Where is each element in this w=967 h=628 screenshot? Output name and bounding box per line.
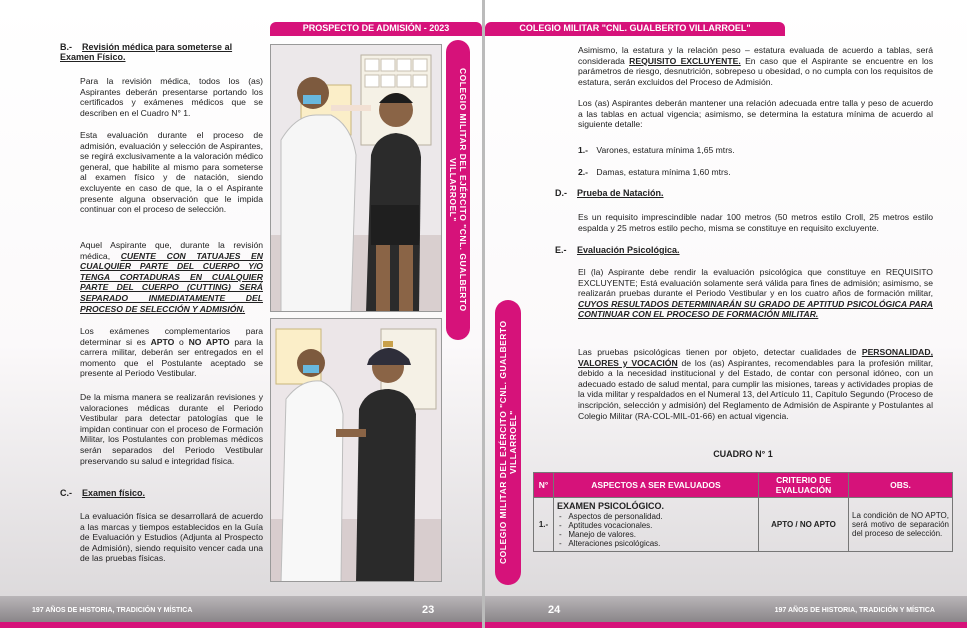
left-header-line — [270, 34, 482, 36]
table-header-obs: OBS. — [849, 473, 953, 498]
paragraph-estatura — [578, 45, 933, 87]
left-page — [0, 0, 482, 628]
right-page-number: 24 — [548, 604, 561, 616]
table-cell-criterion: APTO / NO APTO — [759, 498, 849, 552]
paragraph-psicologica — [578, 267, 933, 320]
aspect-item-text: Manejo de valores. — [568, 530, 636, 539]
estatura-text: Asimismo, la estatura y la relación peso – estatura evaluada de acuerdo a tablas, será considerada — [578, 45, 933, 66]
paragraph-revision-medica: Para la revisión médica, todos los (as) Aspirantes deberán presentarse portando los certificados y exámenes médicos que se describen en el Cuadro N° 1. — [80, 76, 263, 118]
section-e-title: Evaluación Psicológica. — [577, 245, 680, 255]
psicologica-text: El (la) Aspirante debe rendir la evaluación psicológica que constituye en REQUISITO EXCLUYENTE; Está evaluación solamente será válida para fines de admisión; asimismo, se realizarán pruebas durante el Periodo Vestibular y en los cuatro años de formación militar, — [578, 267, 933, 299]
list-item-damas — [578, 167, 878, 178]
aspect-item-text: Alteraciones psicológicas. — [568, 539, 661, 548]
item2-label: 2.- — [578, 167, 589, 177]
photo-medical-exam-2 — [270, 318, 442, 582]
section-b-heading — [60, 42, 265, 62]
aspect-item: - Manejo de valores. — [559, 530, 636, 539]
right-header-line — [485, 34, 785, 36]
paragraph-pruebas-psicologicas — [578, 347, 933, 421]
left-header: PROSPECTO DE ADMISIÓN - 2023 — [270, 22, 482, 34]
section-e-label: E.- — [555, 245, 567, 255]
tatuajes-intro: Aquel Aspirante que, durante la revisión médica, — [80, 240, 263, 261]
list-item-varones — [578, 145, 878, 156]
photo-medical-exam-2-illustration — [271, 319, 442, 582]
table-header-aspects: ASPECTOS A SER EVALUADOS — [554, 473, 759, 498]
cuadro-table — [533, 472, 953, 552]
aspect-item: - Aptitudes vocacionales. — [559, 521, 653, 530]
aspect-item: - Aspectos de personalidad. — [559, 512, 663, 521]
tatuajes-warning: CUENTE CON TATUAJES EN CUALQUIER PARTE DEL CUERPO Y/O TENGA CORTADURAS EN CUALQUIER PARTE DEL CUERPO (CUTTING) SERÁ SEPARADO INMEDIATAMENTE DEL PROCESO DE SELECCIÓN Y ADMISIÓN. — [80, 250, 263, 314]
paragraph-complementarios — [80, 326, 263, 379]
section-b-label: B.- — [60, 42, 72, 52]
section-d-label: D.- — [555, 188, 567, 198]
section-c-label: C.- — [60, 488, 72, 498]
no-apto-label: NO APTO — [188, 336, 230, 347]
left-page-number: 23 — [422, 604, 435, 616]
paragraph-evaluacion: Esta evaluación durante el proceso de admisión, evaluación y selección de Aspirantes, se regirá exclusivamente a la valoración médico general, que habilite al mismo para someterse al examen físico y de natación, siendo excluyente en caso de que, la o el Aspirante presente alguna observación que le impida continuar con el proceso de selección. — [80, 130, 263, 215]
psicologica-warning: CUYOS RESULTADOS DETERMINARÁN SU GRADO DE APTITUD PSICOLÓGICA PARA CONTINUAR CON EL PROCESO DE FORMACIÓN MILITAR. — [578, 298, 933, 320]
aspect-title: EXAMEN PSICOLÓGICO. — [557, 501, 665, 511]
right-header: COLEGIO MILITAR "CNL. GUALBERTO VILLARROEL" — [485, 22, 785, 34]
paragraph-examen-fisico: La evaluación física se desarrollará de acuerdo a las marcas y tiempos establecidos en la Guía de Evaluación y Estudios (Adjunta al Prospecto de Admisión), siendo requisito vencer cada una de las pruebas físicas. — [80, 511, 263, 564]
table-title: CUADRO N° 1 — [713, 449, 773, 459]
complementarios-rest: para la carrera militar, deberán ser entregados en el momento que el Postulante aceptado se presente al Periodo Vestibular. — [80, 336, 263, 379]
paragraph-talla-peso: Los (as) Aspirantes deberán mantener una relación adecuada entre talla y peso de acuerdo a las tablas en actual vigencia; asimismo, se determina la estatura mínima de acuerdo al siguiente detalle: — [578, 98, 933, 130]
paragraph-tatuajes — [80, 240, 263, 314]
table-row — [534, 498, 953, 552]
section-d-title: Prueba de Natación. — [577, 188, 664, 198]
aspect-item: - Alteraciones psicológicas. — [559, 539, 661, 548]
section-b-title: Revisión médica para someterse al Examen Físico. — [60, 42, 233, 62]
table-cell-num: 1.- — [534, 498, 554, 552]
item1-text: Varones, estatura mínima 1,65 mtrs. — [596, 145, 735, 155]
aspect-item-text: Aspectos de personalidad. — [568, 512, 663, 521]
pruebas-text: Las pruebas psicológicas tienen por objeto, detectar cualidades de — [578, 347, 862, 357]
complementarios-text: Los exámenes complementarios para determinar si es — [80, 326, 263, 347]
pruebas-rest: de los (as) Aspirantes, recomendables para la profesión militar, debido a la necesidad institucional y del Estado, de contar con personal idóneo, con un adecuado estado de salud mental, para cumplir las misiones, tareas y actividades propias de la vida militar y respaldados en el Numeral 13, del Artículo 11, Capítulo Segundo (Proceso de inscripción, selección y admisión) del Reglamento de Admisión de Aspirante y Postulantes al Colegio Militar (RA-COL-MIL-01-66) en actual vigencia. — [578, 357, 933, 421]
or-text: o — [174, 336, 189, 347]
section-d-heading — [555, 188, 664, 198]
table-header-criterion: CRITERIO DE EVALUACIÓN — [759, 473, 849, 498]
requisito-excluyente: REQUISITO EXCLUYENTE. — [629, 55, 741, 66]
right-page — [485, 0, 967, 628]
aspect-item-text: Aptitudes vocacionales. — [568, 521, 653, 530]
table-cell-obs: La condición de NO APTO, será motivo de separación del proceso de selección. — [849, 498, 953, 552]
item1-label: 1.- — [578, 145, 589, 155]
right-side-strip: COLEGIO MILITAR DEL EJÉRCITO "CNL. GUALBERTO VILLARROEL" — [495, 300, 521, 585]
paragraph-natacion: Es un requisito imprescindible nadar 100 metros (50 metros estilo Croll, 25 metros estilo espalda y 25 metros estilo pecho, misma se constituye en requisito excluyente. — [578, 212, 933, 233]
section-c-heading — [60, 488, 265, 498]
estatura-rest: En caso que el Aspirante se encuentre en los parámetros de riesgo, desnutrición, sobrepeso u obesidad, o no cumpla con los requisitos de estatura, serán excluidos del Proceso de Admisión. — [578, 55, 933, 87]
section-c-title: Examen físico. — [82, 488, 146, 498]
item2-text: Damas, estatura mínima 1,60 mtrs. — [596, 167, 731, 177]
left-footer-text: 197 AÑOS DE HISTORIA, TRADICIÓN Y MÍSTICA — [32, 607, 193, 614]
table-cell-aspects — [554, 498, 759, 552]
paragraph-periodo-vestibular: De la misma manera se realizarán revisiones y valoraciones médicas durante el Periodo Vestibular para detectar patologías que le impidan continuar con el proceso de Formación Militar, los Postulantes con problemas médicos serán separados del Periodo Vestibular preservando su salud e integridad física. — [80, 392, 263, 466]
photo-medical-exam-1 — [270, 44, 442, 312]
right-footer-bar — [485, 622, 967, 628]
table-header-num: N° — [534, 473, 554, 498]
photo-medical-exam-1-illustration — [271, 45, 442, 312]
apto-label: APTO — [150, 336, 175, 347]
left-footer-bar — [0, 622, 482, 628]
table-header-row — [534, 473, 953, 498]
section-e-heading — [555, 245, 680, 255]
left-side-strip: COLEGIO MILITAR DEL EJÉRCITO "CNL. GUALBERTO VILLARROEL" — [446, 40, 470, 340]
right-footer-text: 197 AÑOS DE HISTORIA, TRADICIÓN Y MÍSTICA — [774, 607, 935, 614]
pruebas-cualidades: PERSONALIDAD, VALORES y VOCACIÓN — [578, 347, 933, 368]
